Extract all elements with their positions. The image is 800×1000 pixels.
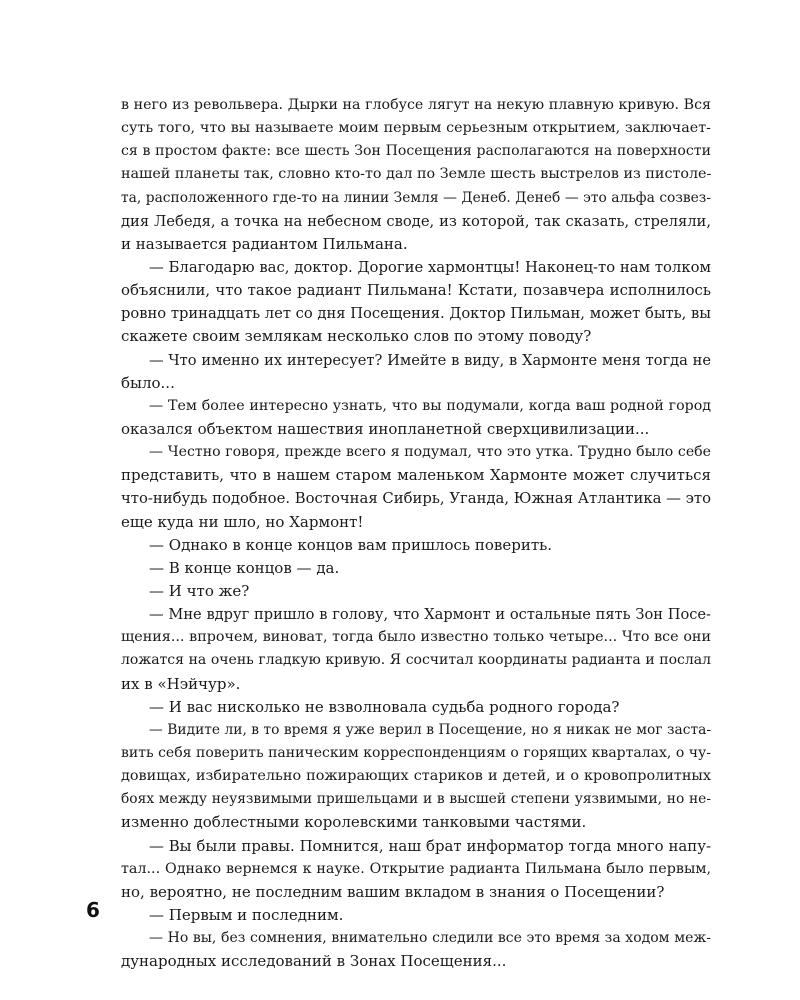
text-line: но, вероятно, не последним вашим вкладом в знания о Посещении? <box>121 882 665 901</box>
text-line: изменно доблестными королевскими танковыми частями. <box>121 813 587 832</box>
text-line: — Но вы, без сомнения, внимательно следили все это время за ходом меж- <box>149 930 711 947</box>
page-number: 6 <box>86 898 100 922</box>
text-line: — Вы были правы. Помнится, наш брат информатор тогда много напу- <box>149 836 711 855</box>
text-line: — И что же? <box>149 581 250 600</box>
text-line: ровно тринадцать лет со дня Посещения. Доктор Пильман, может быть, вы <box>121 305 711 323</box>
text-line: и называется радиантом Пильмана. <box>121 234 408 253</box>
text-line: — И вас нисколько не взволновала судьба родного города? <box>149 697 620 716</box>
text-line: довищах, избирательно пожирающих стариков и детей, и о кровопролитных <box>121 768 711 785</box>
text-line: объяснили, что такое радиант Пильмана! Кстати, позавчера исполнилось <box>121 281 711 300</box>
text-line: что-нибудь подобное. Восточная Сибирь, Уганда, Южная Атлантика — это <box>121 490 711 508</box>
text-line: ся в простом факте: все шесть Зон Посещения располагаются на поверхности <box>121 143 711 160</box>
text-line: скажете своим землякам несколько слов по этому поводу? <box>121 327 592 346</box>
text-line: дународных исследований в Зонах Посещения... <box>121 952 507 971</box>
text-line: тал... Однако вернемся к науке. Открытие радианта Пильмана было первым, <box>121 860 711 877</box>
text-line: еще куда ни шло, но Хармонт! <box>121 512 364 531</box>
text-line: та, расположенного где-то на линии Земля — Денеб. Денеб — это альфа созвез- <box>121 189 711 206</box>
text-line: — Что именно их интересует? Имейте в виду, в Хармонте меня тогда не <box>149 351 711 369</box>
text-line: — Благодарю вас, доктор. Дорогие хармонтцы! Наконец-то нам толком <box>149 258 711 276</box>
text-line: их в «Нэйчур». <box>121 674 241 693</box>
text-line: — В конце концов — да. <box>149 558 340 577</box>
text-line: — Тем более интересно узнать, что вы подумали, когда ваш родной город <box>149 397 711 414</box>
text-line: щения... впрочем, виноват, тогда было известно только четыре... Что все они <box>121 629 711 646</box>
text-line: — Видите ли, в то время я уже верил в Посещение, но я никак не мог застa- <box>149 721 711 738</box>
text-line: было... <box>121 373 175 392</box>
text-line: боях между неуязвимыми пришельцами и в высшей степени уязвимыми, но не- <box>121 791 711 808</box>
text-line: вить себя поверить паническим корреспонденциям о горящих кварталах, о чу- <box>121 744 711 761</box>
text-line: ложатся на очень гладкую кривую. Я сосчитал координаты радианта и послал <box>121 652 711 669</box>
text-line: в него из револьвера. Дырки на глобусе лягут на некую плавную кривую. Вся <box>121 97 711 113</box>
text-line: оказался объектом нашествия инопланетной сверхцивилизации... <box>121 419 650 438</box>
body-text <box>121 94 711 973</box>
text-line: дия Лебедя, а точка на небесном своде, из которой, так сказать, стреляли, <box>121 212 711 230</box>
text-line: — Мне вдруг пришло в голову, что Хармонт и остальные пять Зон Посе- <box>149 606 711 624</box>
text-line: — Первым и последним. <box>149 905 344 924</box>
text-line: — Однако в конце концов вам пришлось поверить. <box>149 535 553 554</box>
text-line: нашей планеты так, словно кто-то дал по Земле шесть выстрелов из пистоле- <box>121 166 711 183</box>
text-line: — Честно говоря, прежде всего я подумал, что это утка. Трудно было себе <box>149 444 711 461</box>
text-line: представить, что в нашем старом маленьком Хармонте может случиться <box>121 466 711 485</box>
text-line: суть того, что вы называете моим первым серьезным открытием, заключает- <box>121 120 711 137</box>
